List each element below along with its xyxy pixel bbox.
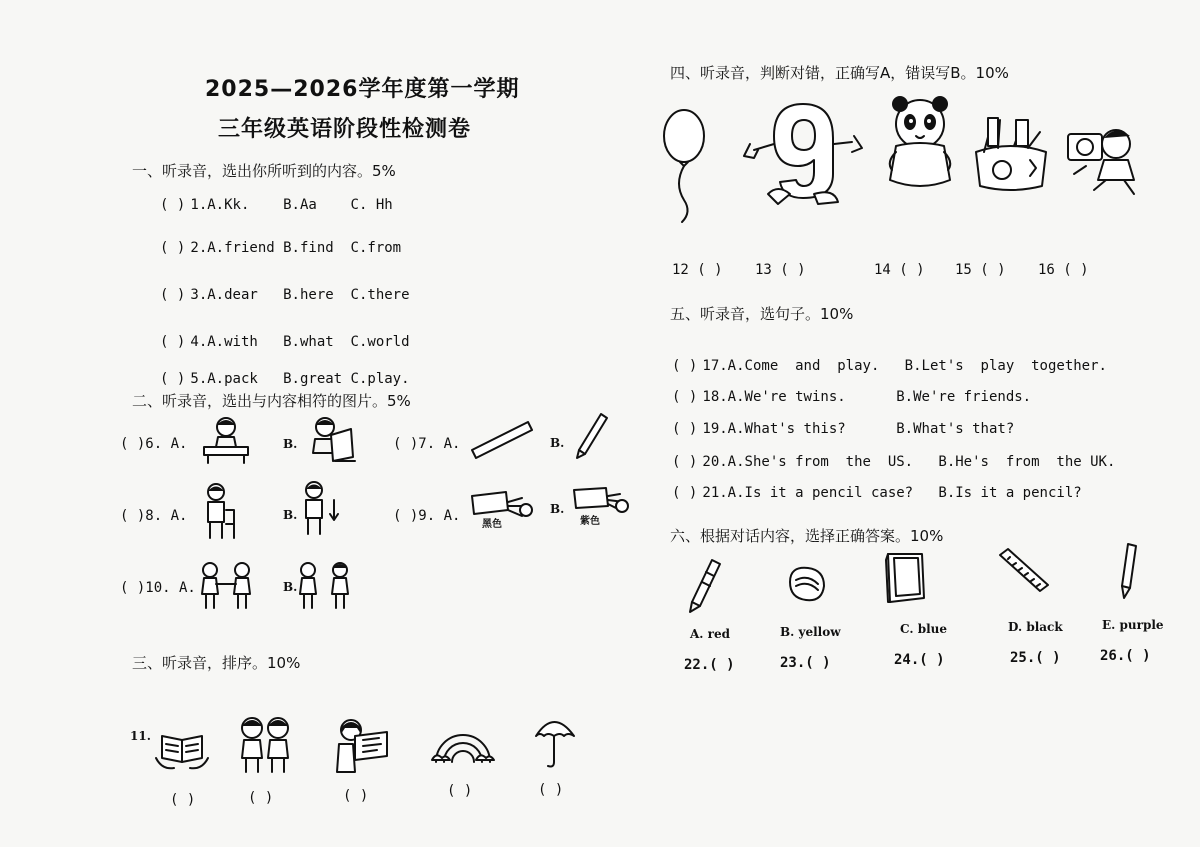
answer-blank-23[interactable]: 23.( ) — [780, 655, 831, 671]
answer-blank-13[interactable]: 13 ( ) — [755, 262, 806, 278]
pen-icon — [686, 556, 726, 616]
boy-sitting-icon — [300, 478, 345, 538]
panda-icon — [880, 96, 962, 196]
pencil-icon — [575, 410, 609, 460]
answer-blank-15[interactable]: 15 ( ) — [955, 262, 1006, 278]
question-9-label[interactable]: ( )9. A. — [393, 508, 461, 524]
option-b-label: B. — [283, 580, 298, 594]
question-text: 17.A.Come and play. B.Let's play together. — [702, 358, 1107, 374]
option-b-yellow: B. yellow — [780, 625, 841, 639]
section1-item — [160, 194, 393, 213]
answer-blank-16[interactable]: 16 ( ) — [1038, 262, 1089, 278]
answer-blank[interactable]: ( ) — [160, 287, 186, 303]
girl-with-map-icon — [333, 716, 391, 776]
answer-blank[interactable]: ( ) — [160, 334, 186, 350]
section6-heading: 六、根据对话内容，选择正确答案。10% — [670, 527, 944, 545]
section5-item — [672, 386, 1031, 405]
question-10-label[interactable]: ( )10. A. — [120, 580, 196, 596]
question-6-label[interactable]: ( )6. A. — [120, 436, 188, 452]
question-text: 1.A.Kk. B.Aa C. Hh — [190, 197, 393, 213]
answer-blank[interactable]: ( ) — [160, 371, 186, 387]
crayon-a-caption: 黑色 — [482, 519, 502, 530]
question-text: 4.A.with B.what C.world — [190, 334, 410, 350]
option-a-red: A. red — [690, 627, 731, 641]
nine-icon — [738, 98, 868, 210]
section5-item — [672, 451, 1115, 470]
kid-with-camera-icon — [1064, 118, 1144, 198]
pencil-icon — [1114, 542, 1144, 600]
section1-heading: 一、听录音，选出你所听到的内容。5% — [132, 162, 396, 180]
answer-blank-24[interactable]: 24.( ) — [894, 652, 945, 668]
order-blank[interactable]: ( ) — [447, 783, 473, 799]
answer-blank[interactable]: ( ) — [672, 358, 698, 374]
schoolbag-icon — [970, 112, 1054, 192]
answer-blank-22[interactable]: 22.( ) — [684, 657, 735, 673]
umbrella-icon — [532, 712, 578, 770]
book-icon — [880, 550, 930, 606]
option-b-label: B. — [283, 508, 298, 522]
question-text: 18.A.We're twins. B.We're friends. — [702, 389, 1032, 405]
exam-title-line2: 三年级英语阶段性检测卷 — [218, 117, 472, 142]
crayon-b-caption: 紫色 — [580, 516, 600, 527]
section1-item — [160, 368, 410, 387]
question-text: 3.A.dear B.here C.there — [190, 287, 410, 303]
ruler-icon — [996, 545, 1052, 595]
option-c-blue: C. blue — [900, 622, 948, 636]
kid-reading-icon — [305, 413, 360, 465]
option-e-purple: E. purple — [1102, 618, 1164, 632]
section1-item — [160, 284, 410, 303]
option-b-label: B. — [550, 502, 565, 516]
order-blank[interactable]: ( ) — [538, 782, 564, 798]
option-b-label: B. — [550, 436, 565, 450]
kid-at-desk-icon — [200, 415, 255, 465]
section1-item — [160, 331, 410, 350]
section5-item — [672, 482, 1082, 501]
two-kids-friends-icon — [236, 714, 296, 776]
question-text: 20.A.She's from the US. B.He's from the UK. — [702, 454, 1116, 470]
rainbow-icon — [430, 720, 496, 768]
answer-blank[interactable]: ( ) — [672, 454, 698, 470]
two-kids-meeting-icon — [198, 560, 258, 612]
order-blank[interactable]: ( ) — [248, 790, 274, 806]
answer-blank[interactable]: ( ) — [672, 389, 698, 405]
answer-blank[interactable]: ( ) — [160, 240, 186, 256]
answer-blank-26[interactable]: 26.( ) — [1100, 648, 1151, 664]
answer-blank[interactable]: ( ) — [672, 485, 698, 501]
section1-item — [160, 237, 401, 256]
ruler-icon — [468, 418, 534, 458]
question-8-label[interactable]: ( )8. A. — [120, 508, 188, 524]
order-blank[interactable]: ( ) — [170, 792, 196, 808]
question-11-number: 11. — [130, 729, 151, 743]
question-text: 19.A.What's this? B.What's that? — [702, 421, 1015, 437]
answer-blank[interactable]: ( ) — [160, 197, 186, 213]
answer-blank-14[interactable]: 14 ( ) — [874, 262, 925, 278]
question-text: 21.A.Is it a pencil case? B.Is it a pencil? — [702, 485, 1082, 501]
section5-item — [672, 355, 1107, 374]
crayon-spill-icon — [468, 488, 538, 528]
answer-blank-25[interactable]: 25.( ) — [1010, 650, 1061, 666]
order-blank[interactable]: ( ) — [343, 788, 369, 804]
exam-title-line1: 2025—2026学年度第一学期 — [205, 77, 520, 102]
question-text: 2.A.friend B.find C.from — [190, 240, 402, 256]
question-text: 5.A.pack B.great C.play. — [190, 371, 410, 387]
question-7-label[interactable]: ( )7. A. — [393, 436, 461, 452]
answer-blank[interactable]: ( ) — [672, 421, 698, 437]
crayon-spill-icon — [570, 484, 630, 522]
hands-book-icon — [152, 722, 212, 776]
section2-heading: 二、听录音，选出与内容相符的图片。5% — [132, 392, 411, 410]
section3-heading: 三、听录音，排序。10% — [132, 654, 301, 672]
rubber-icon — [784, 562, 830, 606]
section5-heading: 五、听录音，选句子。10% — [670, 305, 854, 323]
section4-heading: 四、听录音，判断对错，正确写A，错误写B。10% — [670, 64, 1009, 82]
boy-standing-icon — [200, 482, 240, 542]
section5-item — [672, 418, 1014, 437]
answer-blank-12[interactable]: 12 ( ) — [672, 262, 723, 278]
option-b-label: B. — [283, 437, 298, 451]
option-d-black: D. black — [1008, 620, 1063, 634]
two-kids-standing-icon — [296, 560, 356, 612]
balloon-icon — [660, 104, 710, 224]
